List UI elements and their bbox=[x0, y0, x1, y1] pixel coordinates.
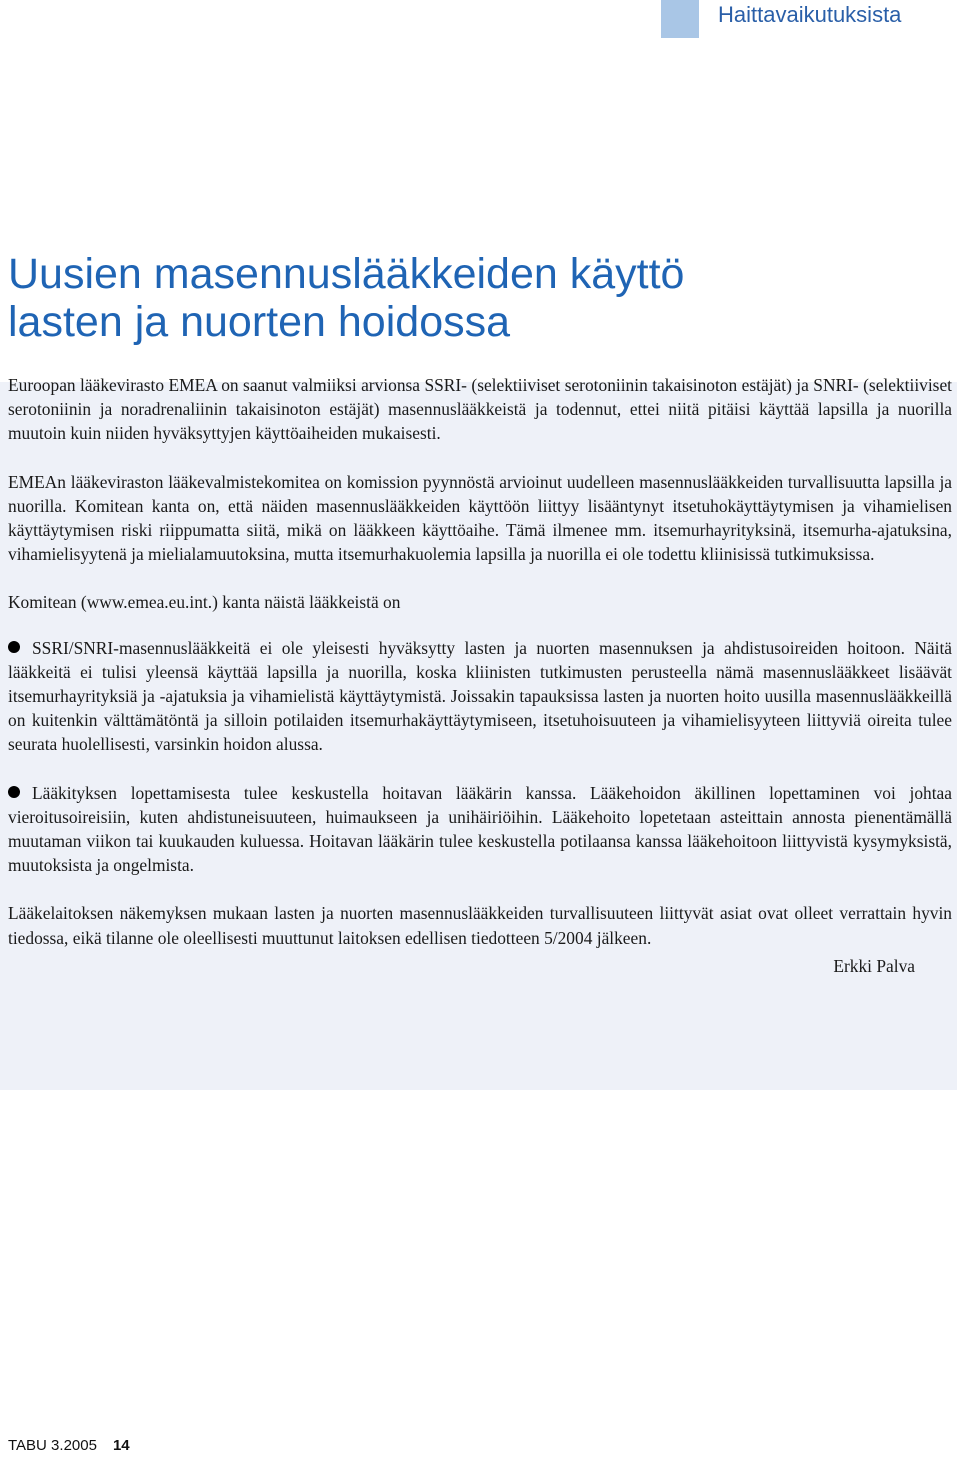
section-marker-square bbox=[661, 0, 699, 38]
bullet-item-1 bbox=[8, 636, 952, 757]
author-signature: Erkki Palva bbox=[833, 955, 915, 976]
paragraph-intro: Euroopan lääkevirasto EMEA on saanut valmiiksi arvionsa SSRI- (selektiiviset serotoniinin takaisinoton estäjät) ja SNRI- (selektiiviset serotoniinin ja noradrenaliinin takaisinoton estäjät) masennuslääkkeistä ja todennut, ettei niitä pitäisi käyttää lapsilla ja nuorilla muutoin kuin niiden hyväksyttyjen käyttöaiheiden mukaisesti. bbox=[8, 375, 952, 444]
title-line-2: lasten ja nuorten hoidossa bbox=[8, 298, 511, 346]
page-number: 14 bbox=[112, 1437, 130, 1454]
article-title bbox=[8, 250, 684, 346]
bullet-text-1: SSRI/SNRI-masennuslääkkeitä ei ole yleisesti hyväksytty lasten ja nuorten masennuksen ja ahdistusoireiden hoitoon. Näitä lääkkeitä ei tulisi yleensä käyttää lapsilla ja nuorilla, koska kliinisten tutkimusten perusteella nämä masennuslääkkeet lisäävät itsemurhayrityksiä ja -ajatuksia ja vihamielistä käyttäytymistä. Joissakin tapauksissa lasten ja nuorten hoito uusilla masennuslääkkeillä on kuitenkin välttämätöntä ja silloin potilaiden itsemurhakäyttäytymiseen, itsetuhoisuuteen ja vihamielisyyteen liittyviä oireita tulee seurata huolellisesti, varsinkin hoidon alussa. bbox=[8, 637, 952, 755]
bullet-item-2 bbox=[8, 781, 952, 878]
section-label: Haittavaikutuksista bbox=[718, 2, 902, 27]
page-footer bbox=[8, 1437, 130, 1454]
paragraph-conclusion: Lääkelaitoksen näkemyksen mukaan lasten ja nuorten masennuslääkkeiden turvallisuuteen liittyvät asiat ovat olleet verrattain hyvin tiedossa, eikä tilanne ole oleellisesti muuttunut laitoksen edellisen tiedotteen 5/2004 jälkeen. bbox=[8, 903, 952, 948]
article-body bbox=[8, 373, 952, 978]
bullet-text-2: Lääkityksen lopettamisesta tulee keskustella hoitavan lääkärin kanssa. Lääkehoidon äkillinen lopettaminen voi johtaa vieroitusoireisiin, kuten ahdistuneisuuteen, huimaukseen ja unihäiriöihin. Lääkehoito lopetetaan asteittain annosta pienentämällä muutaman viikon tai kuukauden kuluessa. Hoitavan lääkärin tulee keskustella potilaansa kanssa lääkehoitoon liittyvistä kysymyksistä, muutoksista ja ongelmista. bbox=[8, 782, 952, 876]
issue-label: TABU 3.2005 bbox=[8, 1437, 97, 1454]
bullet-icon bbox=[8, 786, 20, 798]
bullet-icon bbox=[8, 641, 20, 653]
paragraph-committee: Komitean (www.emea.eu.int.) kanta näistä lääkkeistä on bbox=[8, 592, 401, 613]
paragraph-emea: EMEAn lääkeviraston lääkevalmistekomitea on komission pyynnöstä arvioinut uudelleen masennuslääkkeiden turvallisuutta lapsilla ja nuorilla. Komitean kanta on, että näiden masennuslääkkeiden käyttöön liittyy lisääntynyt itsetuhokäyttäytymisen ja vihamielisen käyttäytymisen riski riippumatta siitä, mikä on lääkkeen käyttöaihe. Tämä ilmenee mm. itsemurhayrityksinä, itsemurha-ajatuksina, vihamielisyytenä ja mielialamuutoksina, mutta itsemurhakuolemia lapsilla ja nuorilla ei ole todettu kliinisissä tutkimuksissa. bbox=[8, 471, 952, 565]
title-line-1: Uusien masennuslääkkeiden käyttö bbox=[8, 250, 685, 298]
